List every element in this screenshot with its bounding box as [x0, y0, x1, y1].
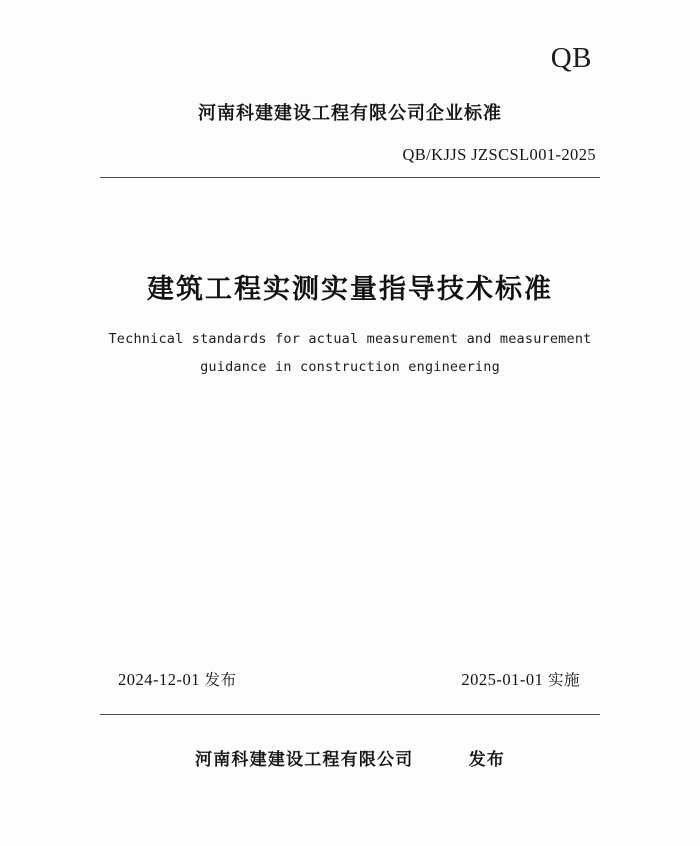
cover-dates-row — [100, 668, 600, 690]
document-title-english-line2: guidance in construction engineering — [200, 359, 500, 376]
publisher-action: 发布 — [468, 750, 505, 770]
header-divider-line — [100, 177, 600, 178]
effective-date-value: 2025-01-01 — [461, 670, 544, 689]
release-date-value: 2024-12-01 — [118, 670, 200, 689]
publisher-line — [100, 745, 600, 770]
release-date-label: 发布 — [204, 671, 237, 689]
cover-header — [100, 44, 600, 165]
release-date-group — [118, 668, 237, 690]
document-title-chinese: 建筑工程实测实量指导技术标准 — [147, 274, 553, 305]
effective-date-group — [461, 668, 580, 690]
document-title-english — [70, 325, 630, 382]
company-standard-title: 河南科建建设工程有限公司企业标准 — [198, 103, 502, 124]
publisher-name: 河南科建建设工程有限公司 — [195, 750, 414, 770]
document-title-english-line1: Technical standards for actual measurement and measurement — [108, 331, 592, 348]
standard-number: QB/KJJS JZSCSL001-2025 — [402, 145, 596, 164]
cover-title-block — [70, 272, 630, 382]
footer-divider-line — [100, 714, 600, 715]
effective-date-label: 实施 — [547, 671, 580, 689]
standard-type-mark: QB — [550, 42, 592, 74]
